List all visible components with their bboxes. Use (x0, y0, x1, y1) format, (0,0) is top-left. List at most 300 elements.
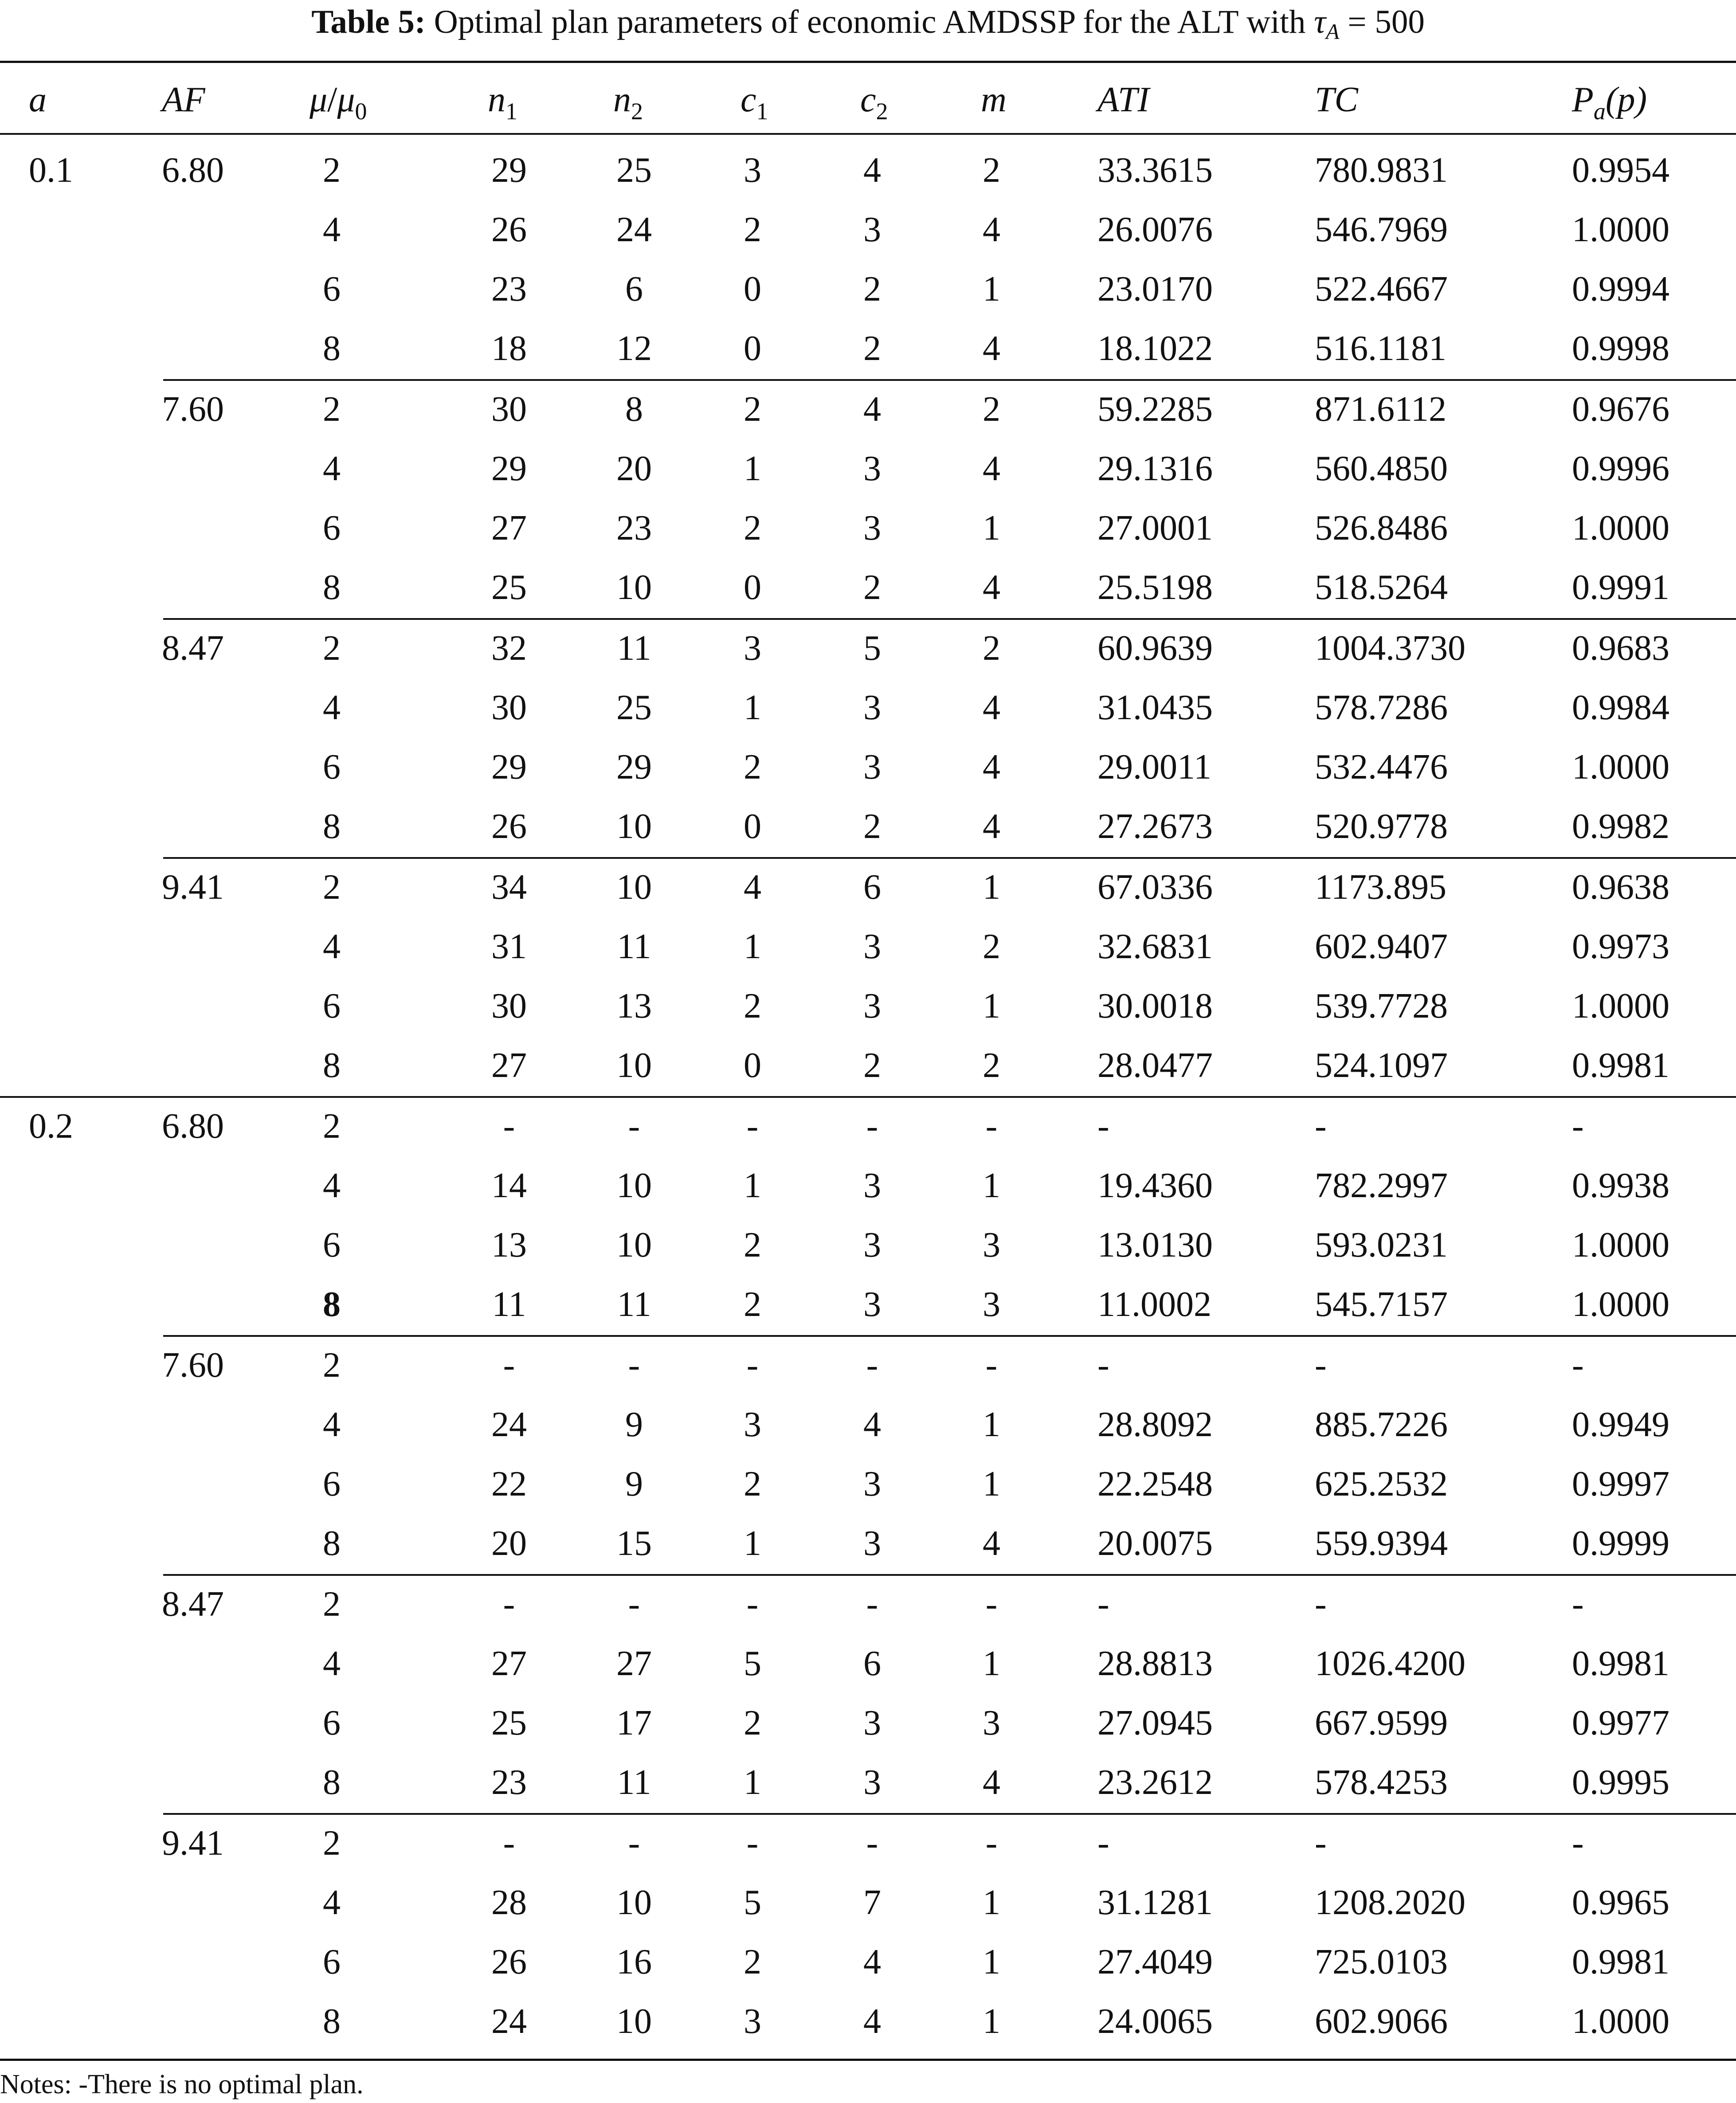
cell-pa: - (1572, 1584, 1584, 1624)
cell-ati: 25.5198 (1097, 568, 1213, 607)
cell-n2: 10 (616, 2002, 652, 2041)
cell-pa: 0.9991 (1572, 568, 1669, 607)
cell-tc: 602.9407 (1315, 927, 1448, 966)
cell-mu-ratio: 4 (323, 1644, 341, 1683)
cell-pa: 0.9994 (1572, 270, 1669, 309)
cell-tc: - (1315, 1346, 1327, 1385)
cell-ati: 60.9639 (1097, 628, 1213, 668)
cell-m: 2 (983, 151, 1000, 190)
cell-tc: - (1315, 1584, 1327, 1624)
cell-mu-ratio: 8 (323, 2002, 341, 2041)
header-tc: TC (1315, 80, 1358, 119)
cell-mu-ratio: 4 (323, 1166, 341, 1206)
cell-tc: 1004.3730 (1315, 628, 1466, 668)
cell-ati: 28.0477 (1097, 1046, 1213, 1085)
cell-tc: 526.8486 (1315, 509, 1448, 548)
cell-m: 1 (983, 1465, 1000, 1504)
cell-ati: - (1097, 1107, 1109, 1146)
cell-ati: 27.4049 (1097, 1942, 1213, 1982)
cell-tc: 1026.4200 (1315, 1644, 1466, 1683)
cell-pa: 0.9997 (1572, 1465, 1669, 1504)
cell-tc: 559.9394 (1315, 1524, 1448, 1563)
cell-m: 1 (983, 1942, 1000, 1982)
header-m: m (981, 80, 1007, 119)
cell-mu-ratio: 2 (323, 1584, 341, 1624)
cell-mu-ratio: 4 (323, 688, 341, 727)
cell-mu-ratio: 8 (323, 807, 341, 846)
cell-c1: 1 (744, 1524, 761, 1563)
cell-n2: 8 (625, 389, 643, 429)
cell-c1: 5 (744, 1644, 761, 1683)
header-ati: ATI (1097, 80, 1150, 119)
block-af-value: 7.60 (162, 389, 224, 429)
cell-tc: 578.4253 (1315, 1763, 1448, 1802)
cell-n1: 27 (491, 1644, 527, 1683)
cell-pa: 0.9999 (1572, 1524, 1669, 1563)
cell-c2: 3 (863, 986, 881, 1026)
cell-pa: - (1572, 1823, 1584, 1863)
cell-n1: 30 (491, 986, 527, 1026)
cell-c2: 6 (863, 1644, 881, 1683)
cell-n1: 34 (491, 867, 527, 907)
cell-tc: 532.4476 (1315, 748, 1448, 787)
cell-c1: - (746, 1346, 759, 1385)
cell-m: 4 (983, 807, 1000, 846)
cell-pa: 0.9981 (1572, 1644, 1669, 1683)
table-notes: Notes: -There is no optimal plan. (0, 2069, 364, 2099)
cell-c2: 2 (863, 1046, 881, 1085)
header-mu-ratio: $\mu/\mu_0$ (310, 80, 367, 125)
cell-c1: 2 (744, 1285, 761, 1324)
cell-c1: 5 (744, 1883, 761, 1922)
cell-c2: - (866, 1584, 878, 1624)
cell-n1: 25 (491, 568, 527, 607)
cell-n2: 17 (616, 1704, 652, 1743)
cell-n1: 32 (491, 628, 527, 668)
cell-c2: 5 (863, 628, 881, 668)
cell-m: 1 (983, 509, 1000, 548)
header-af: AF (162, 80, 205, 119)
cell-mu-ratio: 2 (323, 389, 341, 429)
cell-tc: 1173.895 (1315, 867, 1447, 907)
cell-c1: 0 (744, 270, 761, 309)
cell-c2: 7 (863, 1883, 881, 1922)
cell-tc: 871.6112 (1315, 389, 1447, 429)
cell-c2: 3 (863, 1704, 881, 1743)
cell-n1: 24 (491, 1405, 527, 1445)
cell-ati: 20.0075 (1097, 1524, 1213, 1563)
cell-tc: 593.0231 (1315, 1226, 1448, 1265)
cell-c1: 2 (744, 748, 761, 787)
cell-m: 3 (983, 1285, 1000, 1324)
table-caption-label: Table 5: (311, 4, 426, 40)
cell-mu-ratio: 6 (323, 986, 341, 1026)
cell-c2: 3 (863, 1524, 881, 1563)
cell-ati: 32.6831 (1097, 927, 1213, 966)
cell-mu-ratio: 2 (323, 1346, 341, 1385)
cell-tc: 780.9831 (1315, 151, 1448, 190)
cell-n2: 13 (616, 986, 652, 1026)
cell-m: 2 (983, 628, 1000, 668)
cell-c1: 3 (744, 1405, 761, 1445)
cell-c1: 2 (744, 509, 761, 548)
cell-tc: 578.7286 (1315, 688, 1448, 727)
cell-n1: 30 (491, 389, 527, 429)
cell-tc: 545.7157 (1315, 1285, 1448, 1324)
cell-c2: 3 (863, 748, 881, 787)
group-a-value: 0.1 (29, 151, 73, 190)
header-c1: $c_1$ (741, 80, 768, 125)
cell-m: 4 (983, 329, 1000, 368)
cell-n1: 31 (491, 927, 527, 966)
cell-mu-ratio: 6 (323, 1226, 341, 1265)
cell-c2: 2 (863, 329, 881, 368)
cell-n2: 11 (617, 1763, 651, 1802)
cell-m: 1 (983, 1644, 1000, 1683)
cell-n2: - (628, 1823, 640, 1863)
cell-mu-ratio: 2 (323, 628, 341, 668)
cell-tc: 625.2532 (1315, 1465, 1448, 1504)
cell-c2: - (866, 1346, 878, 1385)
cell-ati: - (1097, 1823, 1109, 1863)
cell-c1: 2 (744, 986, 761, 1026)
cell-mu-ratio: 8 (323, 1524, 341, 1563)
cell-c2: 3 (863, 1285, 881, 1324)
block-af-value: 7.60 (162, 1346, 224, 1385)
cell-m: 1 (983, 1405, 1000, 1445)
cell-c2: 6 (863, 867, 881, 907)
cell-tc: 520.9778 (1315, 807, 1448, 846)
cell-n2: - (628, 1107, 640, 1146)
header-a: a (29, 80, 47, 119)
cell-c2: 4 (863, 151, 881, 190)
cell-m: - (985, 1823, 998, 1863)
cell-n1: 26 (491, 807, 527, 846)
cell-pa: - (1572, 1107, 1584, 1146)
cell-c1: 0 (744, 1046, 761, 1085)
cell-c2: 3 (863, 509, 881, 548)
cell-tc: 516.1181 (1315, 329, 1447, 368)
cell-m: 4 (983, 1763, 1000, 1802)
cell-pa: 1.0000 (1572, 509, 1669, 548)
group-a-value: 0.2 (29, 1107, 73, 1146)
cell-pa: 0.9995 (1572, 1763, 1669, 1802)
cell-c1: - (746, 1823, 759, 1863)
cell-c1: 1 (744, 688, 761, 727)
cell-mu-ratio: 6 (323, 1942, 341, 1982)
cell-c1: 1 (744, 449, 761, 488)
cell-ati: 27.2673 (1097, 807, 1213, 846)
cell-pa: 0.9984 (1572, 688, 1669, 727)
block-af-value: 9.41 (162, 1823, 224, 1863)
cell-pa: 0.9982 (1572, 807, 1669, 846)
cell-c1: - (746, 1584, 759, 1624)
cell-mu-ratio: 4 (323, 927, 341, 966)
cell-n1: - (503, 1346, 515, 1385)
cell-c2: 4 (863, 1942, 881, 1982)
cell-c2: - (866, 1823, 878, 1863)
cell-m: 3 (983, 1704, 1000, 1743)
cell-ati: 22.2548 (1097, 1465, 1213, 1504)
cell-n1: 11 (492, 1285, 526, 1324)
cell-pa: 0.9977 (1572, 1704, 1669, 1743)
cell-m: 1 (983, 270, 1000, 309)
cell-n1: 27 (491, 509, 527, 548)
cell-pa: 0.9949 (1572, 1405, 1669, 1445)
cell-tc: 524.1097 (1315, 1046, 1448, 1085)
cell-m: 1 (983, 867, 1000, 907)
cell-c1: 2 (744, 1465, 761, 1504)
cell-ati: 28.8813 (1097, 1644, 1213, 1683)
cell-c2: 3 (863, 210, 881, 250)
cell-m: - (985, 1107, 998, 1146)
cell-m: 1 (983, 986, 1000, 1026)
cell-n2: 24 (616, 210, 652, 250)
cell-n2: 9 (625, 1405, 643, 1445)
cell-ati: 67.0336 (1097, 867, 1213, 907)
cell-c1: 1 (744, 1763, 761, 1802)
cell-ati: 30.0018 (1097, 986, 1213, 1026)
cell-n2: 10 (616, 1166, 652, 1206)
cell-n2: 9 (625, 1465, 643, 1504)
cell-n2: 23 (616, 509, 652, 548)
cell-c2: 3 (863, 1166, 881, 1206)
cell-pa: 0.9996 (1572, 449, 1669, 488)
cell-n1: 23 (491, 270, 527, 309)
cell-pa: 0.9981 (1572, 1046, 1669, 1085)
cell-n1: - (503, 1107, 515, 1146)
cell-mu-ratio: 2 (323, 1107, 341, 1146)
cell-m: 4 (983, 1524, 1000, 1563)
header-n1: $n_1$ (488, 80, 517, 125)
cell-ati: 13.0130 (1097, 1226, 1213, 1265)
cell-c2: 3 (863, 1465, 881, 1504)
cell-n2: 11 (617, 1285, 651, 1324)
cell-mu-ratio: 4 (323, 1405, 341, 1445)
cell-n2: 27 (616, 1644, 652, 1683)
cell-n1: 29 (491, 151, 527, 190)
cell-mu-ratio: 8 (323, 1285, 341, 1324)
cell-c1: 1 (744, 927, 761, 966)
cell-c2: 3 (863, 1763, 881, 1802)
table-caption (0, 0, 1736, 44)
table-caption-text: Optimal plan parameters of economic AMDSSP for the ALT with (434, 4, 1306, 40)
cell-m: 2 (983, 389, 1000, 429)
cell-mu-ratio: 6 (323, 509, 341, 548)
cell-ati: 23.0170 (1097, 270, 1213, 309)
cell-mu-ratio: 8 (323, 568, 341, 607)
cell-c1: 0 (744, 329, 761, 368)
cell-ati: 29.1316 (1097, 449, 1213, 488)
cell-tc: 539.7728 (1315, 986, 1448, 1026)
cell-n2: 12 (616, 329, 652, 368)
cell-ati: - (1097, 1346, 1109, 1385)
cell-tc: 518.5264 (1315, 568, 1448, 607)
cell-c2: 4 (863, 389, 881, 429)
cell-n1: 30 (491, 688, 527, 727)
cell-m: 1 (983, 1166, 1000, 1206)
cell-n1: 26 (491, 1942, 527, 1982)
cell-n2: 10 (616, 807, 652, 846)
cell-n1: 26 (491, 210, 527, 250)
cell-m: 3 (983, 1226, 1000, 1265)
cell-mu-ratio: 4 (323, 1883, 341, 1922)
cell-n2: 10 (616, 867, 652, 907)
cell-c1: 2 (744, 1704, 761, 1743)
cell-ati: - (1097, 1584, 1109, 1624)
cell-pa: 0.9998 (1572, 329, 1669, 368)
cell-c2: 3 (863, 1226, 881, 1265)
tau-equals: = (1348, 4, 1367, 40)
cell-m: 2 (983, 927, 1000, 966)
cell-mu-ratio: 8 (323, 1763, 341, 1802)
cell-tc: 782.2997 (1315, 1166, 1448, 1206)
cell-pa: 1.0000 (1572, 1285, 1669, 1324)
cell-c1: 4 (744, 867, 761, 907)
cell-pa: 1.0000 (1572, 986, 1669, 1026)
cell-n2: 10 (616, 1046, 652, 1085)
cell-c2: 4 (863, 2002, 881, 2041)
cell-mu-ratio: 6 (323, 1704, 341, 1743)
cell-c1: 2 (744, 1226, 761, 1265)
block-af-value: 9.41 (162, 867, 224, 907)
cell-m: - (985, 1584, 998, 1624)
tau-value: 500 (1375, 4, 1425, 40)
cell-ati: 31.0435 (1097, 688, 1213, 727)
cell-n2: 16 (616, 1942, 652, 1982)
cell-pa: 1.0000 (1572, 210, 1669, 250)
cell-c1: 2 (744, 210, 761, 250)
cell-mu-ratio: 6 (323, 1465, 341, 1504)
cell-ati: 11.0002 (1097, 1285, 1212, 1324)
cell-c1: 0 (744, 807, 761, 846)
cell-c2: 2 (863, 568, 881, 607)
cell-m: 1 (983, 1883, 1000, 1922)
cell-n2: 11 (617, 927, 651, 966)
cell-ati: 26.0076 (1097, 210, 1213, 250)
block-af-value: 6.80 (162, 1107, 224, 1146)
cell-tc: 725.0103 (1315, 1942, 1448, 1982)
cell-m: 4 (983, 568, 1000, 607)
cell-mu-ratio: 8 (323, 329, 341, 368)
bottom-rule (0, 2059, 1736, 2061)
cell-tc: 1208.2020 (1315, 1883, 1466, 1922)
cell-n1: 29 (491, 748, 527, 787)
cell-pa: 0.9981 (1572, 1942, 1669, 1982)
cell-c2: 2 (863, 807, 881, 846)
cell-m: 4 (983, 449, 1000, 488)
cell-c1: 3 (744, 151, 761, 190)
cell-n2: - (628, 1584, 640, 1624)
cell-c1: 0 (744, 568, 761, 607)
cell-mu-ratio: 6 (323, 270, 341, 309)
cell-pa: 1.0000 (1572, 1226, 1669, 1265)
cell-m: 4 (983, 210, 1000, 250)
cell-n2: 25 (616, 688, 652, 727)
cell-c1: 2 (744, 1942, 761, 1982)
cell-n1: 18 (491, 329, 527, 368)
cell-mu-ratio: 2 (323, 867, 341, 907)
cell-n1: 20 (491, 1524, 527, 1563)
cell-m: 4 (983, 748, 1000, 787)
cell-mu-ratio: 8 (323, 1046, 341, 1085)
cell-tc: 546.7969 (1315, 210, 1448, 250)
cell-n1: 29 (491, 449, 527, 488)
cell-mu-ratio: 4 (323, 449, 341, 488)
cell-n1: - (503, 1823, 515, 1863)
tau-subscript: A (1325, 19, 1340, 44)
cell-ati: 28.8092 (1097, 1405, 1213, 1445)
cell-mu-ratio: 6 (323, 748, 341, 787)
cell-c1: 3 (744, 2002, 761, 2041)
cell-pa: 0.9938 (1572, 1166, 1669, 1206)
cell-pa: 0.9676 (1572, 389, 1669, 429)
cell-m: 1 (983, 2002, 1000, 2041)
cell-m: 2 (983, 1046, 1000, 1085)
cell-n2: - (628, 1346, 640, 1385)
cell-ati: 59.2285 (1097, 389, 1213, 429)
cell-ati: 23.2612 (1097, 1763, 1213, 1802)
cell-n2: 29 (616, 748, 652, 787)
header-n2: $n_2$ (613, 80, 643, 125)
header-rule (0, 133, 1736, 135)
cell-pa: 0.9954 (1572, 151, 1669, 190)
cell-n1: 24 (491, 2002, 527, 2041)
cell-pa: - (1572, 1346, 1584, 1385)
cell-c1: 2 (744, 389, 761, 429)
cell-tc: 522.4667 (1315, 270, 1448, 309)
cell-ati: 31.1281 (1097, 1883, 1213, 1922)
cell-c2: 3 (863, 688, 881, 727)
cell-c2: 2 (863, 270, 881, 309)
tau-symbol: τ (1314, 4, 1326, 40)
cell-n2: 10 (616, 568, 652, 607)
cell-n1: - (503, 1584, 515, 1624)
cell-n2: 6 (625, 270, 643, 309)
cell-ati: 24.0065 (1097, 2002, 1213, 2041)
cell-n1: 14 (491, 1166, 527, 1206)
cell-mu-ratio: 2 (323, 151, 341, 190)
cell-n1: 27 (491, 1046, 527, 1085)
cell-tc: 560.4850 (1315, 449, 1448, 488)
cell-c1: 1 (744, 1166, 761, 1206)
cell-n1: 22 (491, 1465, 527, 1504)
cell-pa: 1.0000 (1572, 2002, 1669, 2041)
cell-n2: 15 (616, 1524, 652, 1563)
block-af-value: 6.80 (162, 151, 224, 190)
header-pa: $P_a(p)$ (1572, 80, 1647, 125)
cell-tc: 602.9066 (1315, 2002, 1448, 2041)
block-af-value: 8.47 (162, 1584, 224, 1624)
cell-pa: 0.9965 (1572, 1883, 1669, 1922)
cell-mu-ratio: 4 (323, 210, 341, 250)
cell-pa: 1.0000 (1572, 748, 1669, 787)
cell-n1: 23 (491, 1763, 527, 1802)
cell-tc: 667.9599 (1315, 1704, 1448, 1743)
cell-n1: 25 (491, 1704, 527, 1743)
header-c2: $c_2$ (860, 80, 888, 125)
cell-pa: 0.9973 (1572, 927, 1669, 966)
cell-tc: - (1315, 1107, 1327, 1146)
cell-ati: 19.4360 (1097, 1166, 1213, 1206)
cell-m: 4 (983, 688, 1000, 727)
cell-mu-ratio: 2 (323, 1823, 341, 1863)
cell-c2: 3 (863, 927, 881, 966)
cell-n2: 11 (617, 628, 651, 668)
cell-ati: 29.0011 (1097, 748, 1212, 787)
block-af-value: 8.47 (162, 628, 224, 668)
cell-c2: 4 (863, 1405, 881, 1445)
